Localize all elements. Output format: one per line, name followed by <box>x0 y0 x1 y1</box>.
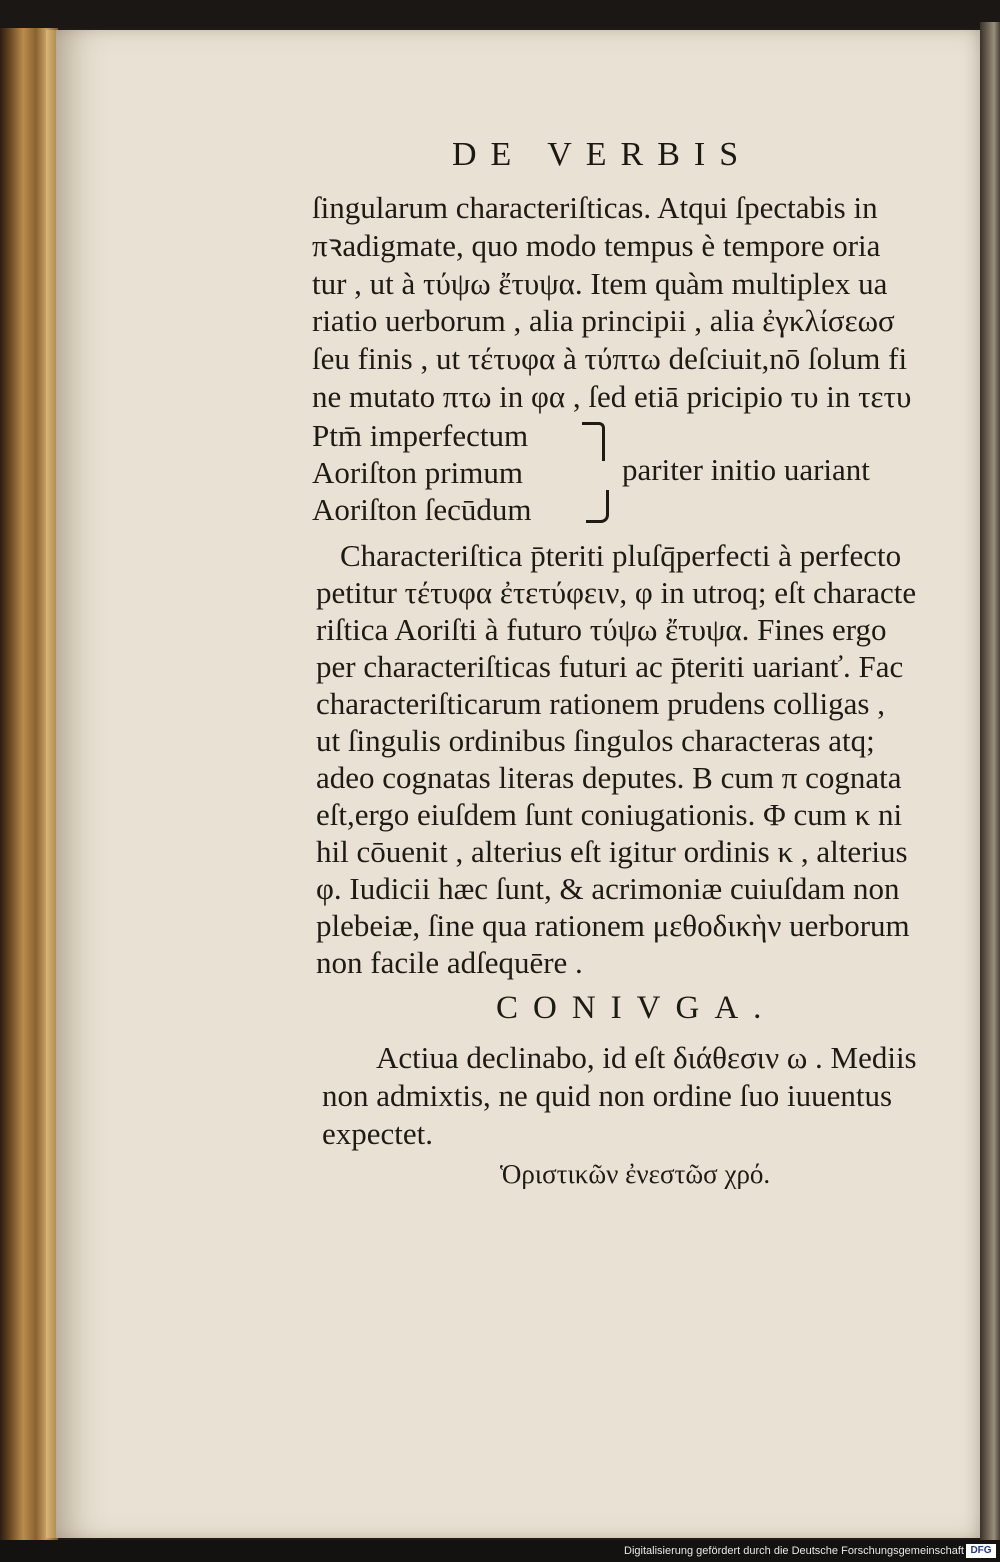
greek-heading: Ὁριστικῶν ἐνεστῶσ χρό. <box>500 1159 771 1189</box>
paragraph-line: plebeiæ, ſine qua rationem μεθοδικὴν uerborum <box>316 908 910 943</box>
running-head: DE VERBIS <box>452 136 753 173</box>
paragraph-line: φ. Iudicii hæc ſunt, & acrimoniæ cuiuſdam non <box>316 871 900 906</box>
closing-line: non admixtis, ne quid non ordine ſuo iuuentus <box>322 1078 893 1113</box>
body-line: riatio uerborum , alia principii , alia ἐγκλίσεωσ <box>312 303 895 338</box>
body-line: πꝛadigmate, quo modo tempus è tempore oria <box>312 228 881 263</box>
paragraph-line: hil cōuenit , alterius eſt igitur ordinis κ , alterius <box>316 834 908 869</box>
tense-item: Aoriſton ſecūdum <box>312 492 532 527</box>
tense-item: Ptm̄ imperfectum <box>312 418 529 453</box>
paragraph-line: non facile adſequēre . <box>316 945 583 980</box>
paragraph-line: adeo cognatas literas deputes. Β cum π cognata <box>316 760 902 795</box>
tense-item: Aoriſton primum <box>312 455 523 490</box>
tense-note: pariter initio uariant <box>622 452 870 487</box>
section-title: CONIVGA. <box>496 990 777 1026</box>
body-line: tur , ut à τύψω ἔτυψα. Item quàm multiplex ua <box>312 266 888 301</box>
paragraph-line: eſt,ergo eiuſdem ſunt coniugationis. Φ cum κ ni <box>316 797 903 832</box>
paragraph-line: riſtica Aoriſti à futuro τύψω ἔτυψα. Fines ergo <box>316 612 887 647</box>
paragraph-line: petitur τέτυφα ἐτετύφειν, φ in utroq; eſt characte <box>316 575 917 610</box>
brace-bottom-icon <box>586 490 609 523</box>
paragraph-line: characteriſticarum rationem prudens colligas , <box>316 686 885 721</box>
body-line: ſingularum characteriſticas. Atqui ſpectabis in <box>312 190 878 225</box>
scan-top-border <box>0 0 1000 28</box>
body-line: ſeu finis , ut τέτυφα à τύπτω deſciuit,nō ſolum fi <box>312 341 908 376</box>
paragraph-line: Characteriſtica p̄teriti pluſq̄perfecti à perfecto <box>340 538 902 573</box>
body-line: ne mutato πτω in φα , ſed etiā pricipio τυ in τετυ <box>312 379 912 414</box>
brace-top-icon <box>582 422 605 461</box>
dfg-logo-icon: DFG <box>966 1544 996 1558</box>
closing-line: Actiua declinabo, id eſt διάθεσιν ω . Mediis <box>376 1040 917 1075</box>
paragraph-line: per characteriſticas futuri ac p̄teriti uarianť. Fac <box>316 649 904 684</box>
closing-line: expectet. <box>322 1116 434 1151</box>
paragraph-line: ut ſingulis ordinibus ſingulos characteras atq; <box>316 723 875 758</box>
digitization-credit: Digitalisierung gefördert durch die Deutsche Forschungsgemeinschaft <box>624 1545 964 1557</box>
page-stack-edge <box>980 22 1000 1542</box>
